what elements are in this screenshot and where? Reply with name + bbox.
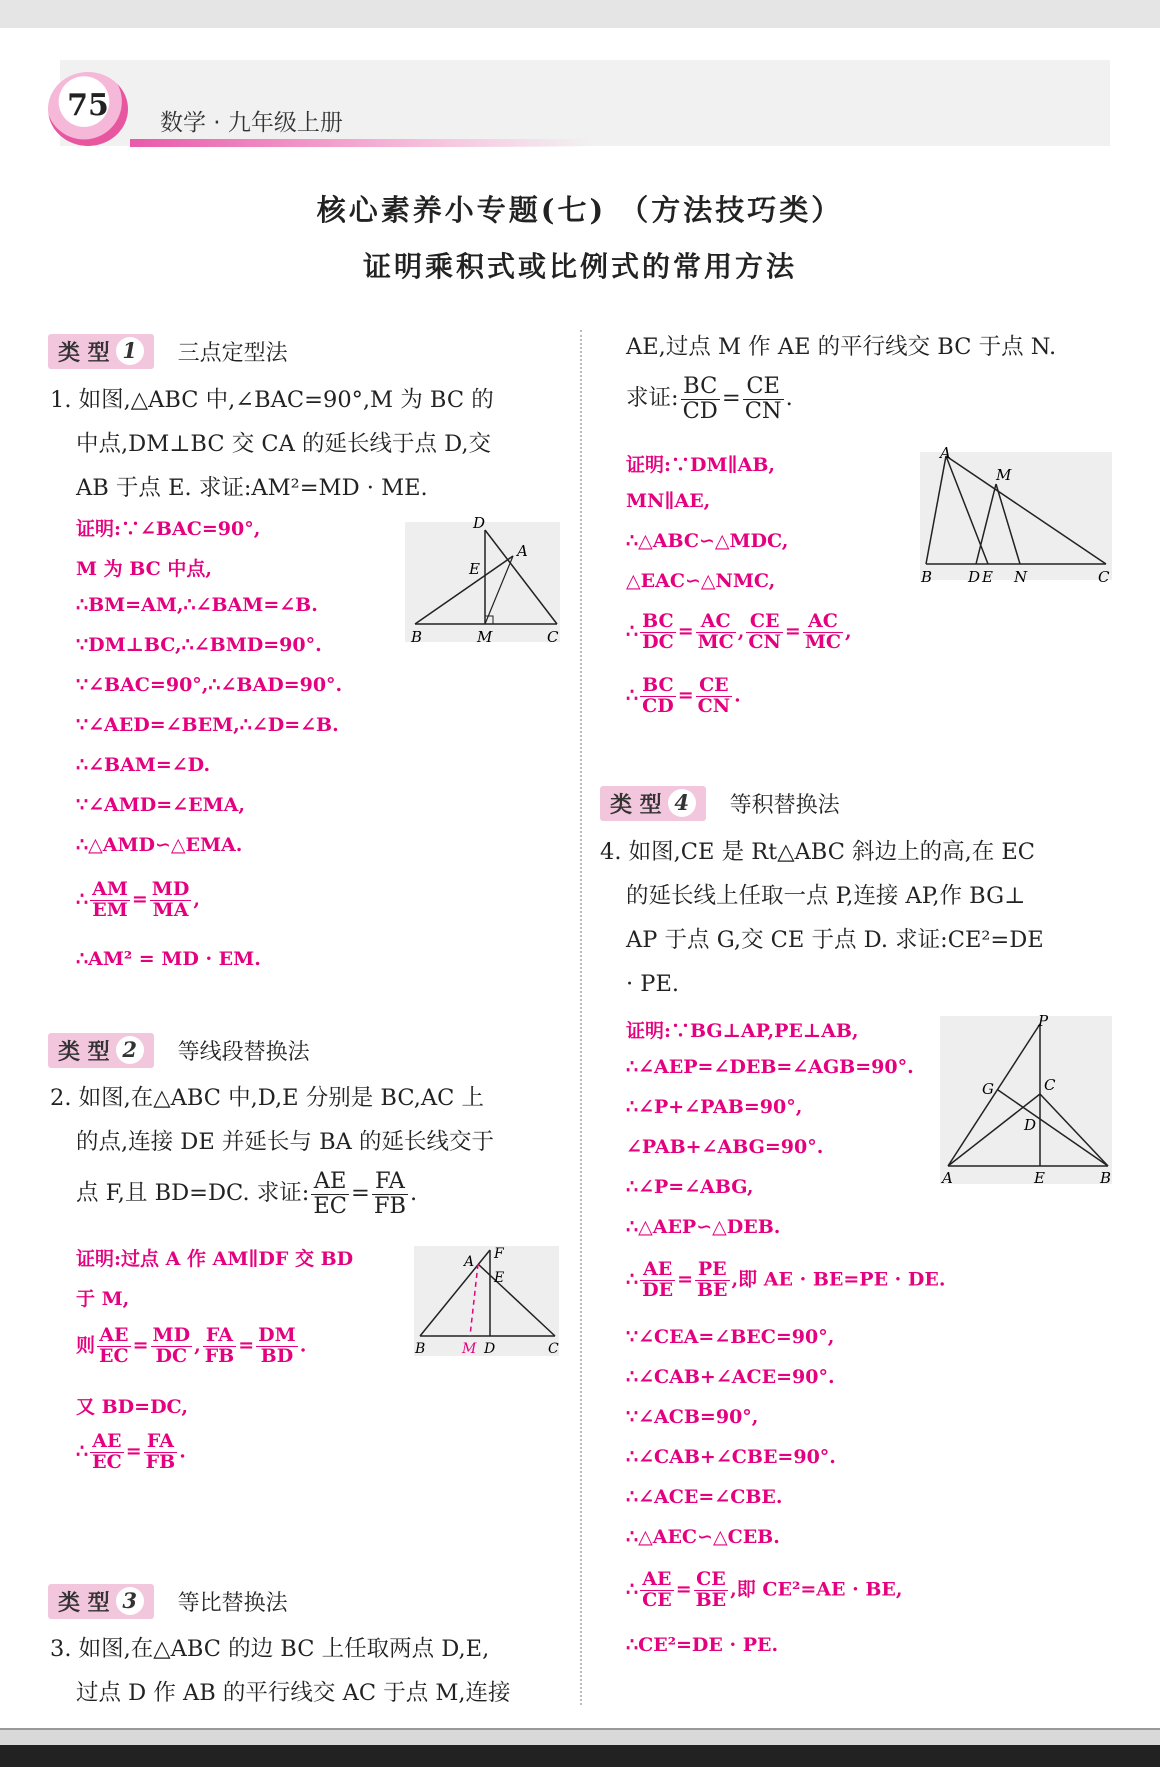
proof-fraction-line: ∴ $\frac{AM}{EM}$ = $\frac{MD}{MA}$ ,	[76, 878, 200, 921]
denominator: MC	[697, 630, 734, 653]
book-title: 数学 · 九年级上册	[160, 110, 343, 136]
goal-prefix: 求证:	[626, 385, 679, 411]
denominator: DC	[642, 630, 674, 653]
fraction	[90, 1432, 124, 1473]
column-divider	[580, 330, 582, 1705]
fraction	[203, 1326, 237, 1367]
fig-label-N: N	[1014, 568, 1028, 586]
fig-label-D: D	[484, 1341, 496, 1357]
fraction	[372, 1167, 408, 1219]
proof-line: ∴∠P+∠PAB=90°,	[626, 1096, 803, 1118]
problem-line: AP 于点 G,交 CE 于点 D. 求证:CE²=DE	[626, 927, 1044, 953]
proof-line: ∵∠AMD=∠EMA,	[76, 794, 245, 816]
denominator: EC	[99, 1344, 129, 1367]
proof-line: MN∥AE,	[626, 490, 711, 512]
bottom-margin	[0, 1745, 1160, 1767]
fraction	[696, 612, 736, 653]
fig-label-B: B	[415, 1341, 426, 1357]
denominator: CN	[744, 397, 782, 424]
proof-line: ∵∠CEA=∠BEC=90°,	[626, 1326, 835, 1348]
denominator: EC	[313, 1192, 347, 1219]
fig-label-E: E	[469, 560, 480, 578]
numerator: CE	[746, 612, 783, 633]
proof-conclusion: ∴CE²=DE · PE.	[626, 1634, 779, 1656]
fig-label-M: M	[477, 628, 493, 646]
denominator: DE	[642, 1278, 674, 1301]
proof-line: M 为 BC 中点,	[76, 558, 213, 580]
fig-label-B: B	[411, 628, 423, 646]
problem-line: 的延长线上任取一点 P,连接 AP,作 BG⊥	[626, 883, 1026, 909]
problem-line: 中点,DM⊥BC 交 CA 的延长线于点 D,交	[76, 431, 492, 457]
fig-label-B: B	[1100, 1169, 1112, 1187]
problem-line: 3. 如图,在△ABC 的边 BC 上任取两点 D,E,	[50, 1636, 490, 1662]
proof-line: ∵∠BAC=90°,∴∠BAD=90°.	[76, 674, 343, 696]
proof-conclusion: ∴AM² = MD · EM.	[76, 948, 261, 970]
problem-3-text-part1	[50, 1627, 511, 1715]
goal-prefix: 点 F,且 BD=DC. 求证:	[76, 1180, 310, 1206]
proof-line: 于 M,	[76, 1288, 130, 1310]
denominator: CN	[748, 630, 781, 653]
denominator: MA	[152, 898, 189, 921]
proof-line: ∵∠ACB=90°,	[626, 1406, 759, 1428]
figure-3	[916, 446, 1116, 590]
problem-line: AE,过点 M 作 AE 的平行线交 BC 于点 N.	[626, 334, 1057, 360]
figure-2	[412, 1240, 562, 1364]
proof-fraction-line: ∴ $\frac{AE}{CE}$ = $\frac{CE}{BE}$ ,即 CE²=AE · BE,	[626, 1568, 903, 1611]
proof-fraction-line: ∴ $\frac{AE}{DE}$ = $\frac{PE}{BE}$ ,即 AE · BE=PE · DE.	[626, 1258, 946, 1301]
type-name: 等线段替换法	[177, 1039, 310, 1065]
proof-line: ∴∠CAB+∠CBE=90°.	[626, 1446, 836, 1468]
denominator: DC	[155, 1344, 188, 1367]
section-type-4	[600, 786, 840, 820]
proof-fraction-line: ∴ $\frac{AE}{EC}$ = $\frac{FA}{FB}$ .	[76, 1430, 186, 1473]
figure-1	[405, 512, 565, 656]
fraction	[97, 1326, 131, 1367]
problem-line: 过点 D 作 AB 的平行线交 AC 于点 M,连接	[76, 1680, 511, 1706]
topic-subtitle: 证明乘积式或比例式的常用方法	[362, 250, 797, 283]
top-margin	[0, 0, 1160, 28]
therefore: ∴	[76, 1440, 89, 1463]
problem-1-text	[50, 378, 494, 510]
fraction	[694, 1570, 729, 1611]
denominator: CD	[642, 694, 674, 717]
fraction	[151, 1326, 193, 1367]
numerator: AE	[640, 1260, 675, 1281]
topic-title: 核心素养小专题(七) （方法技巧类）	[316, 193, 844, 227]
numerator: MD	[152, 1324, 191, 1346]
problem-line: AB 于点 E. 求证:AM²=MD · ME.	[76, 475, 428, 501]
then: 则	[76, 1334, 96, 1357]
fig-label-D: D	[968, 568, 981, 586]
numerator: AE	[90, 1432, 124, 1453]
type-number: 1	[116, 337, 144, 365]
fraction	[746, 612, 783, 653]
fig-label-E: E	[982, 568, 993, 586]
proof-fraction-line: 则 $\frac{AE}{EC}$ = $\frac{MD}{DC}$ , $\frac{FA}{FB}$ = $\frac{DM}{BD}$ .	[76, 1324, 307, 1367]
section-type-3	[48, 1584, 288, 1618]
fraction	[640, 1260, 675, 1301]
problem-line: · PE.	[626, 971, 680, 997]
proof-line: ∴∠BAM=∠D.	[76, 754, 211, 776]
type-badge	[48, 1033, 154, 1068]
fig-label-D: D	[1024, 1116, 1037, 1134]
type-word: 类 型	[58, 1039, 110, 1065]
denominator: FB	[145, 1450, 176, 1473]
denominator: CN	[697, 694, 731, 717]
fig-label-C: C	[548, 1341, 559, 1357]
problem-2-proof	[76, 1244, 416, 1484]
proof-line: ∴∠CAB+∠ACE=90°.	[626, 1366, 835, 1388]
proof-line: △EAC∽△NMC,	[626, 570, 776, 592]
problem-3-text-part2	[626, 325, 1056, 427]
denominator: BE	[695, 1588, 727, 1611]
numerator: BC	[640, 612, 676, 633]
fig-label-M: M	[996, 466, 1012, 484]
type-badge	[48, 334, 154, 369]
fig-label-P: P	[1038, 1012, 1049, 1030]
type-badge	[600, 786, 706, 821]
type-number: 3	[116, 1587, 144, 1615]
fraction	[743, 372, 784, 424]
numerator: AC	[803, 612, 843, 633]
denominator: BE	[696, 1278, 728, 1301]
type-name: 等积替换法	[729, 792, 840, 818]
proof-line: 证明:∵∠BAC=90°,	[76, 518, 261, 540]
numerator: FA	[203, 1326, 237, 1347]
fig-label-E: E	[1034, 1169, 1045, 1187]
proof-line: ∴△ABC∽△MDC,	[626, 530, 789, 552]
proof-line: ∴△AEC∽△CEB.	[626, 1526, 780, 1548]
denominator: CD	[682, 397, 718, 424]
denominator: FB	[204, 1344, 235, 1367]
denominator: CE	[642, 1588, 672, 1611]
problem-line: 1. 如图,△ABC 中,∠BAC=90°,M 为 BC 的	[50, 387, 494, 413]
problem-line: 4. 如图,CE 是 Rt△ABC 斜边上的高,在 EC	[600, 839, 1036, 865]
fraction	[696, 676, 733, 717]
type-word: 类 型	[58, 1590, 110, 1616]
fraction	[144, 1432, 178, 1473]
numerator: BC	[681, 375, 720, 400]
proof-line: ∵∠AED=∠BEM,∴∠D=∠B.	[76, 714, 339, 736]
problem-3-proof	[626, 450, 906, 730]
denominator: MC	[804, 630, 841, 653]
numerator: FA	[372, 1170, 408, 1195]
type-word: 类 型	[58, 340, 110, 366]
proof-line: ∴∠AEP=∠DEB=∠AGB=90°.	[626, 1056, 914, 1078]
numerator: AE	[311, 1170, 349, 1195]
problem-line: 的点,连接 DE 并延长与 BA 的延长线交于	[76, 1129, 495, 1155]
page-number: 75	[67, 88, 109, 123]
problem-line: 2. 如图,在△ABC 中,D,E 分别是 BC,AC 上	[50, 1085, 485, 1111]
numerator: MD	[151, 878, 190, 900]
proof-line: ∵DM⊥BC,∴∠BMD=90°.	[76, 634, 322, 656]
fig-label-C: C	[547, 628, 559, 646]
comma: ,	[193, 888, 200, 911]
denominator: FB	[373, 1192, 406, 1219]
type-word: 类 型	[610, 792, 662, 818]
header-accent-line	[130, 139, 590, 147]
proof-text: ,即 CE²=AE · BE,	[730, 1578, 903, 1601]
fig-label-A: A	[942, 1169, 953, 1187]
therefore: ∴	[76, 888, 89, 911]
proof-line: 又 BD=DC,	[76, 1396, 188, 1418]
problem-line: 点 F,且 BD=DC. 求证: $\frac{AE}{EC}$ = $\frac{FA}{FB}$ .	[76, 1167, 418, 1219]
fraction	[640, 612, 676, 653]
fraction	[150, 880, 192, 921]
fig-label-C: C	[1098, 568, 1110, 586]
proof-line: ∴∠ACE=∠CBE.	[626, 1486, 783, 1508]
numerator: AM	[92, 878, 128, 900]
fig-label-E: E	[494, 1270, 505, 1286]
numerator: CE	[694, 1570, 729, 1591]
section-type-2	[48, 1033, 310, 1067]
fig-label-A: A	[464, 1254, 475, 1270]
numerator: DM	[258, 1324, 296, 1346]
fraction	[640, 1570, 674, 1611]
fig-label-G: G	[982, 1080, 994, 1098]
proof-line: ∴BM=AM,∴∠BAM=∠B.	[76, 594, 318, 616]
proof-fraction-line: ∴ $\frac{BC}{CD}$ = $\frac{CE}{CN}$ .	[626, 674, 741, 717]
fraction	[256, 1326, 298, 1367]
fraction	[311, 1167, 349, 1219]
fraction	[640, 676, 676, 717]
denominator: EC	[92, 1450, 122, 1473]
fig-label-A: A	[940, 446, 951, 462]
type-name: 三点定型法	[177, 340, 288, 366]
numerator: CE	[743, 375, 784, 400]
problem-2-text	[50, 1076, 494, 1222]
fraction	[90, 880, 130, 921]
fig-label-C: C	[1044, 1076, 1056, 1094]
proof-text: ,即 AE · BE=PE · DE.	[731, 1268, 946, 1291]
numerator: AE	[97, 1326, 131, 1347]
numerator: AC	[696, 612, 736, 633]
fig-label-D: D	[473, 514, 486, 532]
proof-line: 证明:过点 A 作 AM∥DF 交 BD	[76, 1248, 354, 1270]
type-name: 等比替换法	[177, 1590, 288, 1616]
fig-label-A: A	[517, 542, 528, 560]
numerator: FA	[144, 1432, 178, 1453]
proof-line: ∴△AEP∽△DEB.	[626, 1216, 781, 1238]
section-type-1	[48, 334, 288, 368]
fraction	[681, 372, 720, 424]
type-number: 4	[668, 789, 696, 817]
proof-line: ∴△AMD∽△EMA.	[76, 834, 243, 856]
fig-label-F: F	[494, 1246, 504, 1262]
fraction	[803, 612, 843, 653]
problem-4-text	[600, 830, 1044, 1006]
fraction	[695, 1260, 730, 1301]
figure-4	[938, 1010, 1118, 1199]
proof-line: 证明:∵DM∥AB,	[626, 454, 775, 476]
proof-fraction-line: ∴ $\frac{BC}{DC}$ = $\frac{AC}{MC}$ , $\frac{CE}{CN}$ = $\frac{AC}{MC}$ ,	[626, 610, 852, 653]
denominator: EM	[92, 898, 128, 921]
proof-line: ∴∠P=∠ABG,	[626, 1176, 754, 1198]
type-number: 2	[116, 1036, 144, 1064]
proof-line: ∠PAB+∠ABG=90°.	[626, 1136, 824, 1158]
numerator: PE	[695, 1260, 730, 1281]
numerator: CE	[696, 676, 733, 697]
numerator: BC	[640, 676, 676, 697]
denominator: BD	[260, 1344, 294, 1367]
problem-line: 求证: $\frac{BC}{CD}$ = $\frac{CE}{CN}$ .	[626, 372, 793, 424]
type-badge	[48, 1584, 154, 1619]
numerator: AE	[640, 1570, 674, 1591]
fig-label-M: M	[462, 1341, 477, 1357]
fig-label-B: B	[921, 568, 933, 586]
proof-line: 证明:∵BG⊥AP,PE⊥AB,	[626, 1020, 859, 1042]
